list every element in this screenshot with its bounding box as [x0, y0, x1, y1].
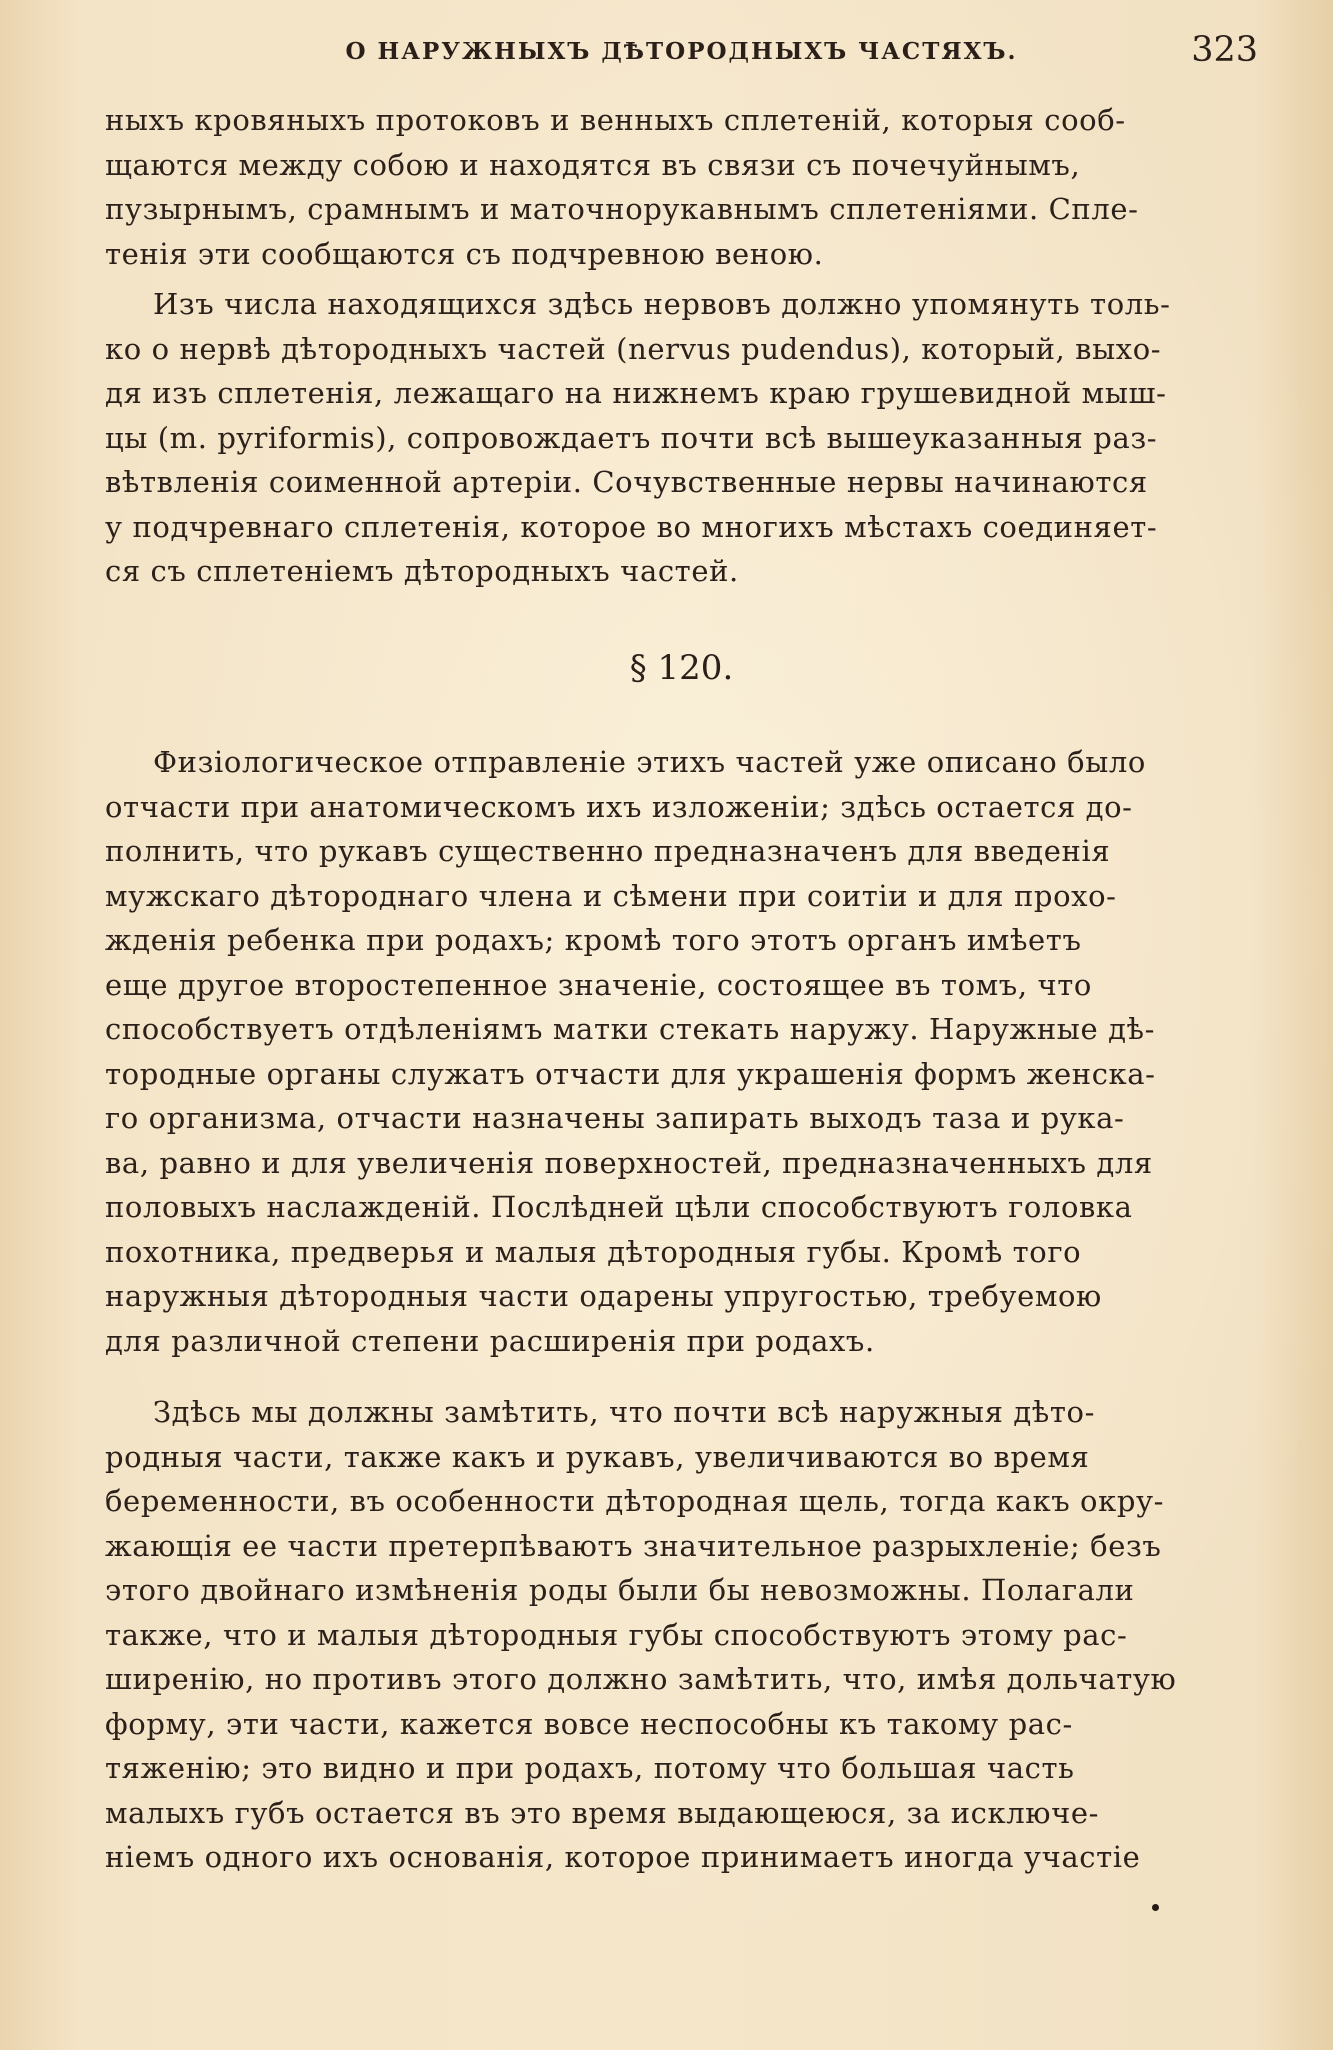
paragraph-1	[105, 98, 1258, 276]
text-line: мужскаго дѣтороднаго члена и сѣмени при соитіи и для прохо-	[105, 878, 1117, 913]
text-line: половыхъ наслажденій. Послѣдней цѣли способствуютъ головка	[105, 1190, 1133, 1224]
text-line: еще другое второстепенное значеніе, состоящее въ томъ, что	[105, 967, 1092, 1002]
text-line: для различной степени расширенія при родахъ.	[105, 1323, 875, 1358]
text-line: полнить, что рукавъ существенно предназначенъ для введенія	[105, 834, 1111, 868]
text-line: способствуетъ отдѣленіямъ матки стекать наружу. Наружные дѣ-	[105, 1012, 1156, 1046]
text-line: жающія ее части претерпѣваютъ значительное разрыхленіе; безъ	[105, 1528, 1162, 1563]
text-line: ныхъ кровяныхъ протоковъ и венныхъ сплетеній, которыя сооб-	[105, 103, 1126, 137]
text-line: малыхъ губъ остается въ это время выдающеюся, за исключе-	[105, 1795, 1100, 1830]
paragraph-3	[105, 740, 1258, 1363]
text-line: жденія ребенка при родахъ; кромѣ того этотъ органъ имѣетъ	[105, 923, 1082, 957]
text-line: ко о нервѣ дѣтородныхъ частей (nervus pudendus), который, выхо-	[105, 331, 1162, 366]
text-line: тородные органы служатъ отчасти для украшенія формъ женска-	[105, 1056, 1156, 1091]
running-head: О НАРУЖНЫХЪ ДѢТОРОДНЫХЪ ЧАСТЯХЪ.	[345, 38, 1018, 65]
text-line: щаются между собою и находятся въ связи съ почечуйнымъ,	[105, 147, 1081, 182]
text-line: беременности, въ особенности дѣтородная щель, тогда какъ окру-	[105, 1484, 1165, 1518]
paragraph-2	[105, 282, 1258, 594]
page-header	[105, 30, 1258, 70]
text-line: похотника, предверья и малыя дѣтородныя губы. Кромѣ того	[105, 1234, 1082, 1269]
text-line: Изъ числа находящихся здѣсь нервовъ должно упомянуть толь-	[153, 287, 1171, 321]
text-line: дя изъ сплетенія, лежащаго на нижнемъ краю грушевидной мыш-	[105, 376, 1167, 410]
text-line: ніемъ одного ихъ основанія, которое принимаетъ иногда участіе	[105, 1840, 1141, 1874]
text-line: также, что и малыя дѣтородныя губы способствуютъ этому рас-	[105, 1617, 1128, 1652]
text-line: форму, эти части, кажется вовсе неспособны къ такому рас-	[105, 1706, 1073, 1741]
text-line: Физiологическое отправленіе этихъ частей уже описано было	[153, 745, 1146, 779]
text-line: ширенію, но противъ этого должно замѣтить, что, имѣя дольчатую	[105, 1662, 1177, 1696]
text-line: тенія эти сообщаются съ подчревною веною.	[105, 236, 824, 271]
text-line: отчасти при анатомическомъ ихъ изложеніи; здѣсь остается до-	[105, 789, 1133, 824]
text-line: цы (m. pyriformis), сопровождаетъ почти всѣ вышеуказанныя раз-	[105, 420, 1158, 455]
ink-speck	[1152, 1904, 1159, 1911]
text-line: го организма, отчасти назначены запирать выходъ таза и рука-	[105, 1101, 1125, 1135]
text-line: вѣтвленія соименной артеріи. Сочувственные нервы начинаются	[105, 465, 1148, 499]
section-heading: § 120.	[629, 648, 734, 688]
paragraph-4	[105, 1390, 1258, 1880]
text-line: ва, равно и для увеличенія поверхностей, предназначенныхъ для	[105, 1145, 1153, 1180]
text-line: у подчревнаго сплетенія, которое во многихъ мѣстахъ соединяет-	[105, 509, 1158, 544]
text-line: Здѣсь мы должны замѣтить, что почти всѣ наружныя дѣто-	[153, 1395, 1095, 1429]
text-line: этого двойнаго измѣненія роды были бы невозможны. Полагали	[105, 1573, 1135, 1607]
text-line: пузырнымъ, срамнымъ и маточнорукавнымъ сплетеніями. Спле-	[105, 192, 1139, 226]
text-line: тяженію; это видно и при родахъ, потому что большая часть	[105, 1751, 1075, 1785]
text-line: ся съ сплетеніемъ дѣтородныхъ частей.	[105, 554, 739, 588]
page-number: 323	[1191, 30, 1258, 70]
text-line: наружныя дѣтородныя части одарены упругостью, требуемою	[105, 1279, 1102, 1313]
text-line: родныя части, также какъ и рукавъ, увеличиваются во время	[105, 1439, 1090, 1474]
